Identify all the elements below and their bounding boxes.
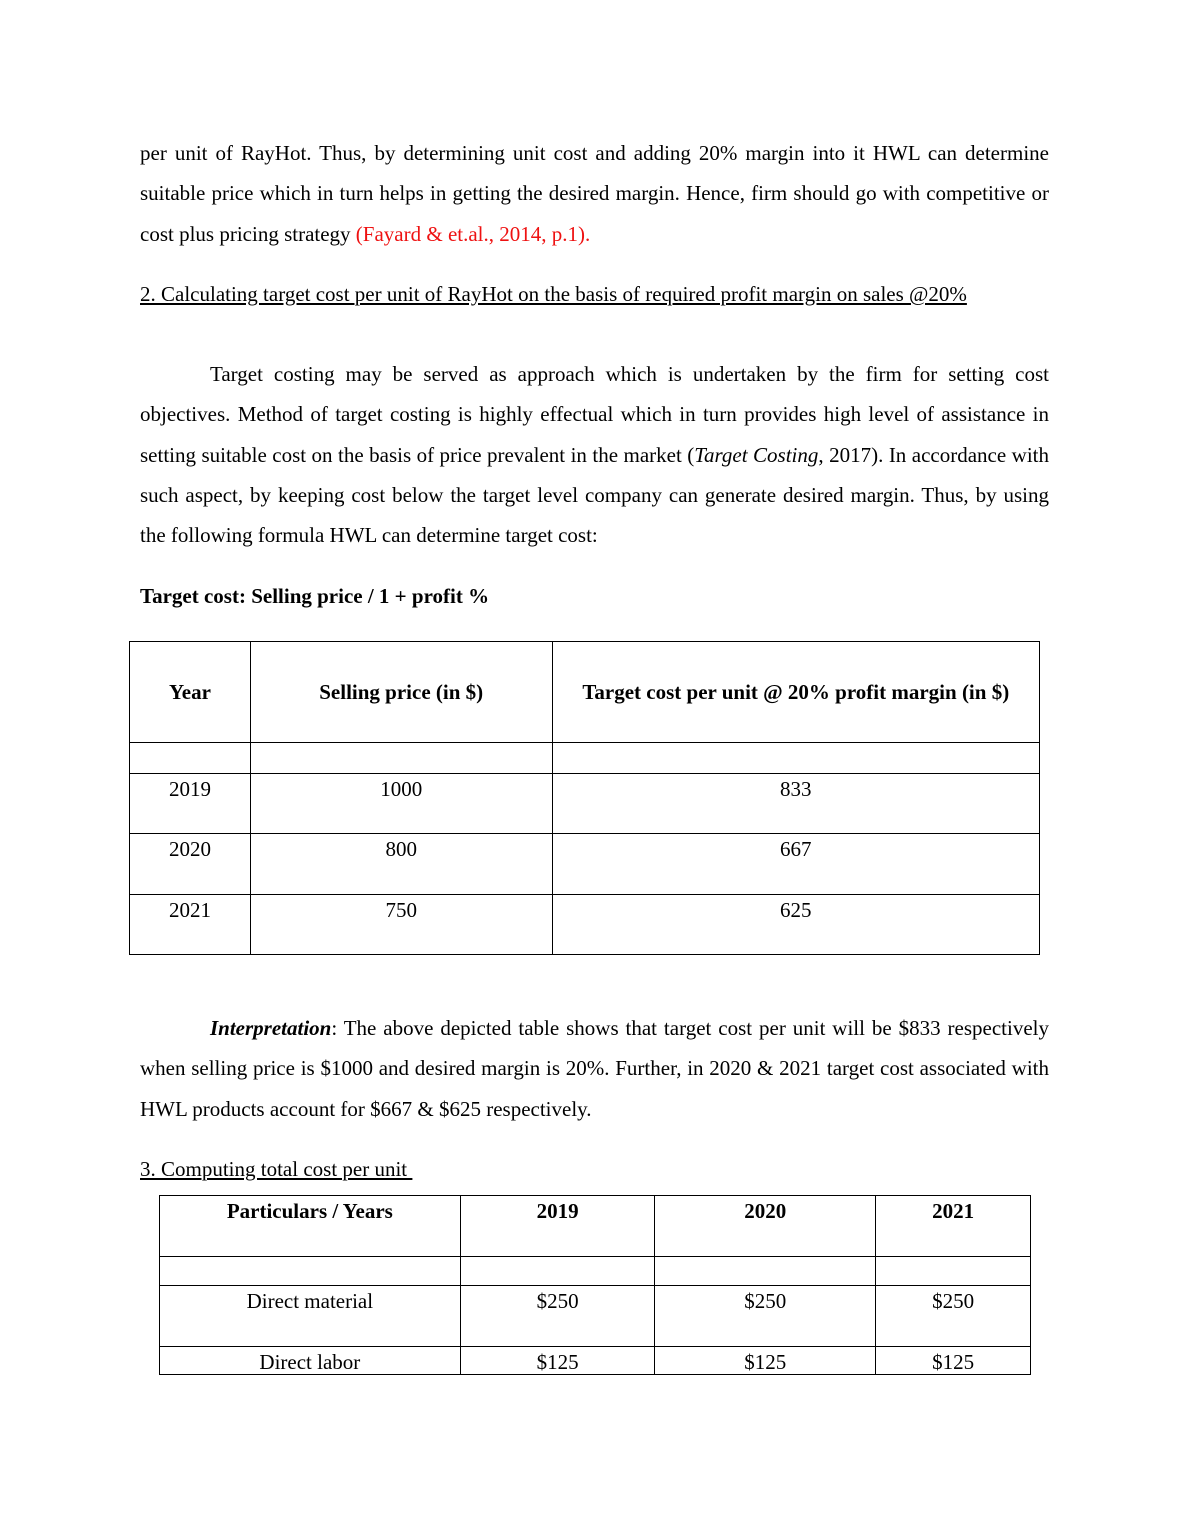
cell-target-cost: 833 [552,774,1039,834]
cell-selling-price [250,743,552,774]
header-2019: 2019 [460,1196,655,1257]
header-2021: 2021 [876,1196,1031,1257]
paragraph-text: per unit of RayHot. Thus, by determining unit cost and adding 20% margin into it HWL can determine suitable price which in turn helps in getting the desired margin. Hence, firm should go with competitive or cost plus pricing strategy [140,141,1049,246]
header-target-cost: Target cost per unit @ 20% profit margin (in $) [552,642,1039,743]
cell-year: 2020 [130,834,251,895]
header-year: Year [130,642,251,743]
cell-selling-price: 750 [250,895,552,955]
table-row [160,1347,1031,1375]
cell-particular [160,1257,461,1286]
header-2020: 2020 [655,1196,876,1257]
table-row [130,743,1040,774]
cell-2021: $125 [876,1347,1031,1375]
italic-reference: Target Costing [694,442,819,467]
paragraph-interpretation [140,1008,1049,1129]
cell-2019 [460,1257,655,1286]
cell-year: 2021 [130,895,251,955]
paragraph-target-costing [140,354,1049,555]
header-particulars: Particulars / Years [160,1196,461,1257]
table-row [130,895,1040,955]
section-3-heading: 3. Computing total cost per unit [140,1157,413,1181]
cell-selling-price: 800 [250,834,552,895]
total-cost-table [159,1195,1031,1375]
cell-2020: $250 [655,1286,876,1347]
table-row [160,1257,1031,1286]
paragraph-text: : The above depicted table shows that target cost per unit will be $833 respectively when selling price is $1000 and desired margin is 20%. Further, in 2020 & 2021 target cost associated with HWL products account for $667 & $625 respectively. [140,1016,1049,1121]
cell-selling-price: 1000 [250,774,552,834]
cell-2019: $250 [460,1286,655,1347]
table-row [130,774,1040,834]
table-row [130,834,1040,895]
cell-year: 2019 [130,774,251,834]
cell-target-cost: 667 [552,834,1039,895]
table-row [160,1286,1031,1347]
cell-target-cost: 625 [552,895,1039,955]
header-selling-price: Selling price (in $) [250,642,552,743]
paragraph-text: Target costing may be served as approach which is undertaken by the firm for setting cost objectives. Method of target costing is highly effectual which in turn provides high level of assistance in setting suitable cost on the basis of price prevalent in the market ( [140,362,1049,467]
cell-2020 [655,1257,876,1286]
table-header-row [130,642,1040,743]
cell-2019: $125 [460,1347,655,1375]
citation: (Fayard & et.al., 2014, p.1). [355,221,591,246]
table-header-row [160,1196,1031,1257]
cell-2020: $125 [655,1347,876,1375]
cell-target-cost [552,743,1039,774]
cell-year [130,743,251,774]
section-2-heading: 2. Calculating target cost per unit of RayHot on the basis of required profit margin on sales @20% [140,282,967,306]
formula-line: Target cost: Selling price / 1 + profit % [140,584,490,608]
target-cost-table [129,641,1040,955]
cell-2021 [876,1257,1031,1286]
cell-particular: Direct material [160,1286,461,1347]
interpretation-label: Interpretation [210,1016,332,1040]
paragraph-text-cont: , 2017). In accordance with such aspect, by keeping cost below the target level company can generate desired margin. Thus, by using the following formula HWL can determine target cost: [140,442,1049,548]
cell-2021: $250 [876,1286,1031,1347]
paragraph-pricing-strategy [140,133,1049,254]
cell-particular: Direct labor [160,1347,461,1375]
